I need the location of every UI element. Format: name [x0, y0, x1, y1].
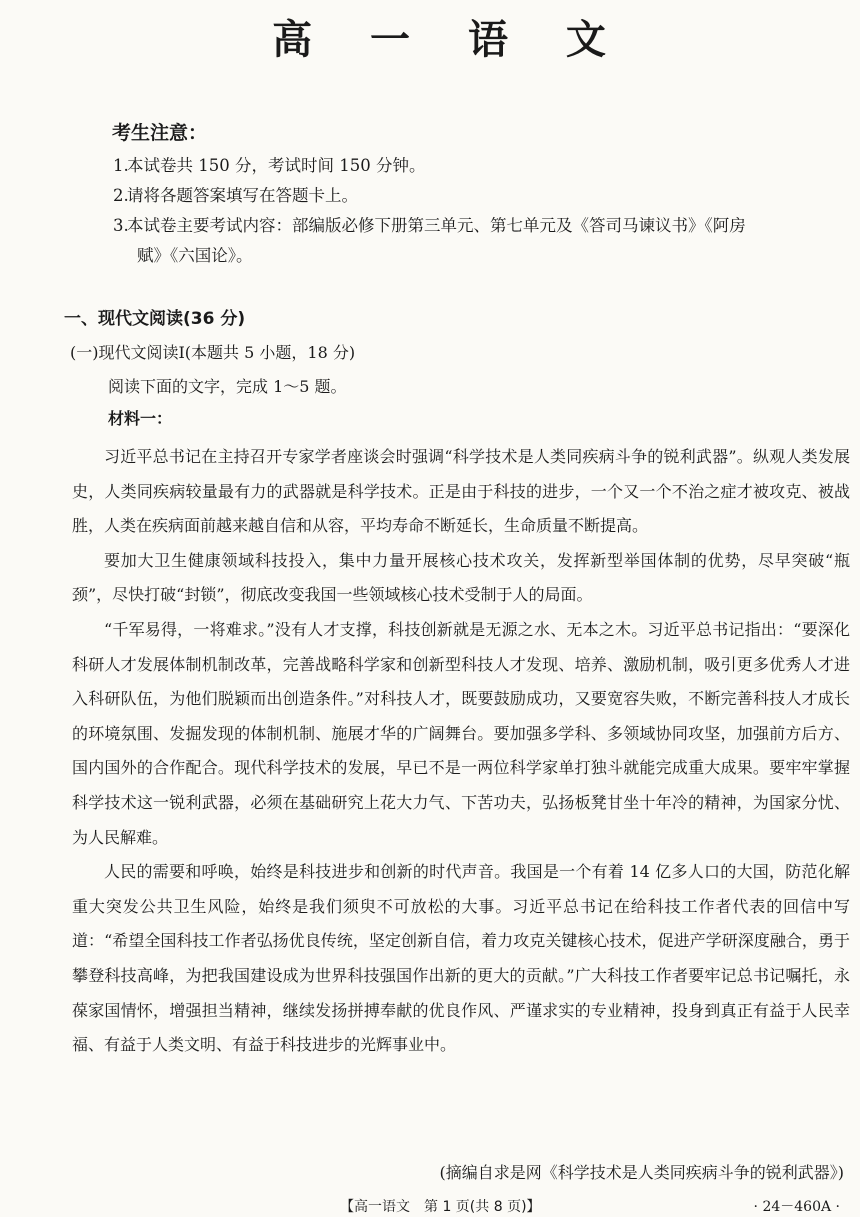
notice-item — [108, 151, 848, 181]
notice-item-number: 1. — [113, 156, 129, 175]
page-title: 高 一 语 文 — [272, 17, 628, 63]
page-footer: 【高一语文 第 1 页(共 8 页)】 — [340, 1199, 541, 1215]
notice-item-text: 本试卷共 150 分，考试时间 150 分钟。 — [127, 156, 426, 175]
notice-item-text: 本试卷主要考试内容：部编版必修下册第三单元、第七单元及《答司马谏议书》《阿房 — [127, 216, 746, 235]
notice-item — [108, 211, 848, 271]
notice-heading: 考生注意： — [112, 122, 208, 144]
notice-item-continuation: 赋》《六国论》。 — [137, 246, 253, 265]
section-heading: 一、现代文阅读(36 分) — [64, 309, 246, 329]
reading-instruction: 阅读下面的文字，完成 1～5 题。 — [108, 377, 347, 396]
paragraph: “千军易得，一将难求。”没有人才支撑，科技创新就是无源之水、无本之木。习近平总书记指出：“要深化科研人才发展体制机制改革，完善战略科学家和创新型科技人才发现、培养、激励机制，吸引更多优秀人才进入科研队伍，为他们脱颖而出创造条件。”对科技人才，既要鼓励成功，又要宽容失败，不断完善科技人才成长的环境氛围、发掘发现的体制机制、施展才华的广阔舞台。要加强多学科、多领域协同攻坚，加强前方后方、国内国外的合作配合。现代科学技术的发展，早已不是一两位科学家单打独斗就能完成重大成果。要牢牢掌握科学技术这一锐利武器，必须在基础研究上花大力气、下苦功夫，弘扬板凳甘坐十年冷的精神，为国家分忧、为人民解难。 — [72, 619, 850, 847]
notice-item-text: 请将各题答案填写在答题卡上。 — [127, 186, 358, 205]
paper-code: · 24－460A · — [753, 1199, 840, 1215]
notice-item-number: 2. — [113, 186, 129, 205]
notice-item-number: 3. — [113, 216, 129, 235]
paragraph: 要加大卫生健康领域科技投入，集中力量开展核心技术攻关，发挥新型举国体制的优势，尽早突破“瓶颈”，尽快打破“封锁”，彻底改变我国一些领域核心技术受制于人的局面。 — [72, 550, 850, 605]
material-body — [72, 440, 850, 1063]
material-label: 材料一： — [108, 409, 173, 428]
candidate-notice — [108, 118, 848, 271]
subsection-heading: (一)现代文阅读Ⅰ(本题共 5 小题，18 分) — [70, 343, 356, 362]
paragraph: 习近平总书记在主持召开专家学者座谈会时强调“科学技术是人类同疾病斗争的锐利武器”。纵观人类发展史，人类同疾病较量最有力的武器就是科学技术。正是由于科技的进步，一个又一个不治之症才被攻克、被战胜，人类在疾病面前越来越自信和从容，平均寿命不断延长，生命质量不断提高。 — [72, 447, 850, 536]
source-citation: (摘编自求是网《科学技术是人类同疾病斗争的锐利武器》) — [439, 1163, 844, 1182]
paragraph: 人民的需要和呼唤，始终是科技进步和创新的时代声音。我国是一个有着 14 亿多人口的大国，防范化解重大突发公共卫生风险，始终是我们须臾不可放松的大事。习近平总书记在给科技工作者代表的回信中写道：“希望全国科技工作者弘扬优良传统，坚定创新自信，着力攻克关键核心技术，促进产学研深度融合，勇于攀登科技高峰，为把我国建设成为世界科技强国作出新的更大的贡献。”广大科技工作者要牢记总书记嘱托，永葆家国情怀，增强担当精神，继续发扬拼搏奉献的优良作风、严谨求实的专业精神，投身到真正有益于人民幸福、有益于人类文明、有益于科技进步的光辉事业中。 — [72, 862, 850, 1055]
notice-item — [108, 181, 848, 211]
